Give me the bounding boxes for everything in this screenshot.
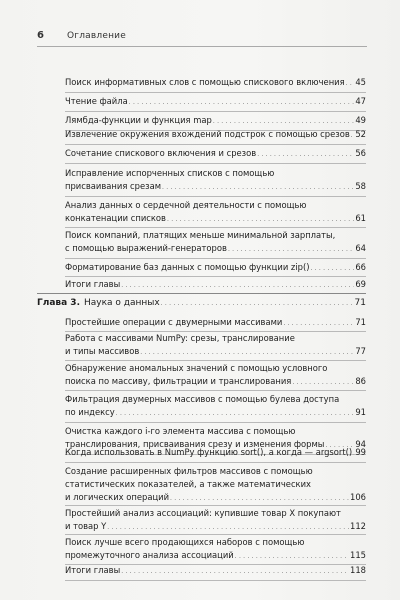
- toc-entry-page: 106: [350, 492, 366, 502]
- toc-entry[interactable]: [65, 564, 366, 578]
- toc-entry[interactable]: [65, 507, 366, 534]
- toc-entry-title: Простейшие операции с двумерными массивами: [65, 317, 283, 327]
- toc-entry-page: 115: [350, 550, 366, 560]
- toc-entry[interactable]: [65, 332, 366, 359]
- toc-entry-page: 58: [355, 181, 366, 191]
- divider: [65, 462, 366, 463]
- toc-entry-page: 112: [350, 521, 366, 531]
- toc-entry-page: 45: [355, 77, 366, 87]
- toc-entry-title: с помощью выражений-генераторов: [65, 243, 227, 253]
- toc-entry-title-line1: Исправление испорченных списков с помощью: [65, 168, 275, 178]
- toc-entry[interactable]: [65, 316, 366, 330]
- divider: [65, 422, 366, 423]
- divider: [65, 390, 366, 391]
- toc-entry-title: Итоги главы: [65, 279, 121, 289]
- toc-entry[interactable]: [65, 536, 366, 563]
- divider: [65, 92, 366, 93]
- divider: [65, 227, 366, 228]
- toc-entry[interactable]: [65, 95, 366, 109]
- toc-entry[interactable]: [65, 167, 366, 194]
- divider: [65, 580, 366, 581]
- divider: [65, 360, 366, 361]
- chapter-divider: [37, 293, 366, 294]
- toc-entry-page: 56: [355, 148, 366, 158]
- toc-entry-page: 49: [355, 115, 366, 125]
- toc-entry[interactable]: [65, 393, 366, 420]
- divider: [65, 163, 366, 164]
- divider: [65, 534, 366, 535]
- toc-entry-title-line1: Простейший анализ ассоциаций: купившие товар X покупают: [65, 508, 341, 518]
- toc-entry-title: и логических операций: [65, 492, 170, 502]
- toc-entry-page: 86: [355, 376, 366, 386]
- divider: [65, 144, 366, 145]
- toc-entry[interactable]: [65, 199, 366, 226]
- toc-entry-title: и товар Y: [65, 521, 107, 531]
- toc-entry-title: Когда использовать в NumPy функцию sort(), а когда — argsort(): [65, 447, 353, 457]
- toc-entry-title: конкатенации списков: [65, 213, 166, 223]
- chapter-title: Наука о данных: [83, 298, 160, 308]
- toc-entry-title: Итоги главы: [65, 565, 121, 575]
- toc-entry-title: Сочетание спискового включения и срезов: [65, 148, 257, 158]
- toc-entry-page: 71: [354, 298, 366, 308]
- toc-entry-page: 66: [355, 262, 366, 272]
- toc-entry-title-line1: Анализ данных о сердечной деятельности с помощью: [65, 200, 307, 210]
- toc-entry[interactable]: [65, 278, 366, 292]
- toc-entry-page: 94: [355, 439, 366, 449]
- toc-entry-title: Форматирование баз данных с помощью функции zip(): [65, 262, 310, 272]
- toc-entry-title-line1: Фильтрация двумерных массивов с помощью булева доступа: [65, 394, 340, 404]
- running-title: Оглавление: [67, 31, 126, 41]
- toc-entry-title-line1: Создание расширенных фильтров массивов с помощью: [65, 466, 313, 476]
- page-number: 6: [37, 30, 44, 41]
- toc-entry-page: 118: [350, 565, 366, 575]
- toc-entry-page: 69: [355, 279, 366, 289]
- toc-entry-page: 91: [355, 407, 366, 417]
- divider: [65, 505, 366, 506]
- toc-entry[interactable]: [65, 229, 366, 256]
- toc-entry-title: транслирования, присваивания срезу и изменения формы: [65, 439, 325, 449]
- toc-entry-title: Лямбда-функции и функция map: [65, 115, 212, 125]
- toc-entry[interactable]: [65, 465, 366, 505]
- toc-entry-page: 61: [355, 213, 366, 223]
- toc-entry-title: присваивания срезам: [65, 181, 162, 191]
- toc-entry[interactable]: [65, 147, 366, 161]
- toc-entry[interactable]: [65, 446, 366, 460]
- toc-entry-page: 77: [355, 346, 366, 356]
- toc-entry[interactable]: [65, 362, 366, 389]
- toc-entry-page: 47: [355, 96, 366, 106]
- divider: [65, 258, 366, 259]
- divider: [65, 276, 366, 277]
- toc-entry-page: 64: [355, 243, 366, 253]
- toc-entry-title-line1: Очистка каждого i-го элемента массива с помощью: [65, 426, 296, 436]
- toc-entry-title: поиска по массиву, фильтрации и транслирования: [65, 376, 292, 386]
- toc-entry[interactable]: [65, 76, 366, 90]
- toc-entry-title: Поиск информативных слов с помощью спискового включения: [65, 77, 345, 87]
- toc-entry[interactable]: [65, 114, 366, 128]
- toc-entry-title-line1: Поиск лучше всего продающихся наборов с помощью: [65, 537, 305, 547]
- divider: [65, 111, 366, 112]
- toc-entry-title-line1: Поиск компаний, платящих меньше минимальной зарплаты,: [65, 230, 336, 240]
- chapter-label: Глава 3.: [37, 298, 80, 308]
- toc-entry-title-line1: Обнаружение аномальных значений с помощью условного: [65, 363, 328, 373]
- divider: [65, 196, 366, 197]
- toc-entry-title: по индексу: [65, 407, 115, 417]
- toc-chapter[interactable]: [37, 297, 366, 310]
- toc-entry-page: 71: [355, 317, 366, 327]
- toc-entry[interactable]: [65, 128, 366, 142]
- toc-entry-page: 52: [355, 129, 366, 139]
- toc-entry[interactable]: [65, 261, 366, 275]
- toc-entry-title: и типы массивов: [65, 346, 140, 356]
- toc-entry-title: Извлечение окружения вхождений подстрок с помощью срезов: [65, 129, 350, 139]
- toc-entry-title: Чтение файла: [65, 96, 128, 106]
- toc-entry-page: 99: [355, 447, 366, 457]
- toc-entry-title: промежуточного анализа ассоциаций: [65, 550, 234, 560]
- toc-entry-title-line2: статистических показателей, а также математических: [65, 479, 312, 489]
- toc-entry-title-line1: Работа с массивами NumPy: срезы, транслирование: [65, 333, 295, 343]
